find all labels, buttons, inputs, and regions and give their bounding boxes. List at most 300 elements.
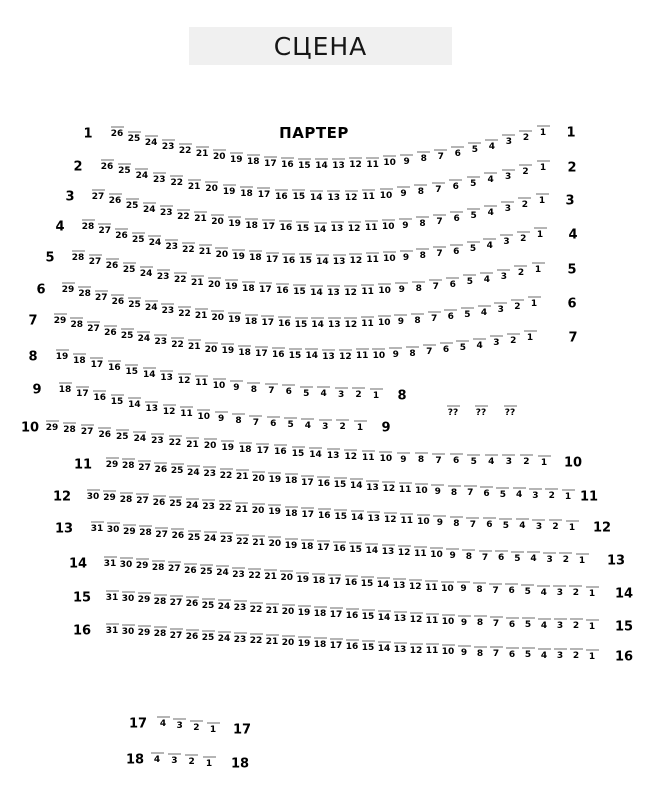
seat[interactable] [193,146,211,160]
seat[interactable] [370,348,388,362]
seat[interactable] [458,307,476,321]
seat[interactable] [499,169,517,183]
seat[interactable] [347,253,365,267]
seat[interactable] [410,281,428,295]
seat[interactable] [345,221,363,235]
seat[interactable] [226,216,244,230]
seat[interactable] [174,209,192,223]
seat[interactable] [175,373,193,387]
seat[interactable] [365,511,383,525]
seat[interactable] [535,455,553,469]
seat[interactable] [573,553,591,567]
seat[interactable] [96,427,114,441]
seat[interactable] [290,189,308,203]
seat[interactable] [348,510,366,524]
seat[interactable] [414,248,432,262]
seat[interactable] [312,158,330,172]
seat[interactable] [187,720,205,734]
seat[interactable] [179,242,197,256]
seat[interactable] [154,716,172,730]
seat[interactable] [393,282,411,296]
seat[interactable] [210,149,228,163]
seat[interactable] [256,282,274,296]
seat[interactable] [482,172,500,186]
seat[interactable] [461,274,479,288]
seat[interactable] [171,718,189,732]
seat[interactable] [101,490,119,504]
seat[interactable] [252,346,270,360]
seat[interactable] [303,348,321,362]
seat[interactable] [222,279,240,293]
seat[interactable] [140,202,158,216]
seat[interactable] [92,290,110,304]
seat[interactable] [204,722,222,736]
seat[interactable] [210,378,228,392]
seat[interactable] [367,388,385,402]
seat[interactable] [320,349,338,363]
seat[interactable] [583,586,601,600]
seat[interactable] [442,309,460,323]
seat[interactable] [330,254,348,268]
seat[interactable] [227,380,245,394]
seat[interactable] [447,453,465,467]
seat[interactable] [84,489,102,503]
seat[interactable] [297,386,315,400]
seat[interactable] [86,254,104,268]
seat[interactable] [148,752,166,766]
seat[interactable] [150,495,168,509]
seat[interactable] [140,367,158,381]
seat[interactable] [397,250,415,264]
seat[interactable] [150,172,168,186]
seat[interactable] [176,306,194,320]
seat[interactable] [146,235,164,249]
seat[interactable] [500,134,518,148]
seat[interactable] [478,272,496,286]
seat[interactable] [513,518,531,532]
seat[interactable] [529,262,547,276]
seat[interactable] [177,406,195,420]
seat[interactable] [185,339,203,353]
seat[interactable] [332,509,350,523]
seat[interactable] [359,316,377,330]
seat[interactable] [387,347,405,361]
seat[interactable] [142,135,160,149]
seat[interactable] [353,348,371,362]
seat[interactable] [272,189,290,203]
seat[interactable] [412,184,430,198]
seat[interactable] [409,313,427,327]
seat[interactable] [521,330,539,344]
seat[interactable] [219,440,237,454]
seat[interactable] [282,506,300,520]
seat[interactable] [243,218,261,232]
seat[interactable] [266,472,284,486]
seat[interactable] [375,315,393,329]
seat[interactable] [299,418,317,432]
seat[interactable] [325,285,343,299]
seat[interactable] [332,387,350,401]
seat[interactable] [447,516,465,530]
seat[interactable] [200,499,218,513]
seat[interactable] [531,227,549,241]
seat[interactable] [431,214,449,228]
seat[interactable] [185,179,203,193]
seat[interactable] [61,422,79,436]
seat[interactable] [517,164,535,178]
seat[interactable] [227,152,245,166]
seat[interactable] [154,269,172,283]
seat[interactable] [125,131,143,145]
seat[interactable] [432,149,450,163]
seat[interactable] [482,454,500,468]
seat[interactable] [447,244,465,258]
seat[interactable] [142,300,160,314]
seat[interactable] [216,500,234,514]
seat[interactable] [70,353,88,367]
seat[interactable] [79,219,97,233]
seat[interactable] [176,143,194,157]
seat[interactable] [494,487,512,501]
seat[interactable] [427,279,445,293]
seat[interactable] [465,454,483,468]
seat[interactable] [530,519,548,533]
seat[interactable] [454,340,472,354]
seat[interactable] [525,296,543,310]
seat[interactable] [475,305,493,319]
seat[interactable] [205,277,223,291]
seat[interactable] [297,253,315,267]
seat[interactable] [289,446,307,460]
seat[interactable] [342,190,360,204]
seat[interactable] [471,338,489,352]
seat[interactable] [364,252,382,266]
seat[interactable] [160,404,178,418]
seat[interactable] [342,317,360,331]
seat[interactable] [325,190,343,204]
seat[interactable] [315,476,333,490]
seat[interactable] [157,205,175,219]
seat[interactable] [359,284,377,298]
seat[interactable] [109,294,127,308]
seat[interactable] [415,151,433,165]
seat[interactable] [377,451,395,465]
seat[interactable] [266,504,284,518]
seat[interactable] [307,447,325,461]
seat[interactable] [73,386,91,400]
seat[interactable] [514,231,532,245]
seat[interactable] [504,333,522,347]
seat[interactable] [334,419,352,433]
seat[interactable] [563,520,581,534]
seat[interactable] [246,250,264,264]
seat[interactable] [201,438,219,452]
seat[interactable] [517,130,535,144]
seat[interactable] [277,220,295,234]
seat[interactable] [292,317,310,331]
seat[interactable] [328,221,346,235]
seat[interactable] [166,435,184,449]
seat[interactable] [112,228,130,242]
seat[interactable] [404,346,422,360]
seat[interactable] [195,409,213,423]
seat[interactable] [168,175,186,189]
seat[interactable] [115,163,133,177]
seat[interactable] [117,492,135,506]
seat[interactable] [249,503,267,517]
seat[interactable] [280,253,298,267]
seat[interactable] [196,244,214,258]
seat[interactable] [464,241,482,255]
seat[interactable] [448,211,466,225]
unknown-seat[interactable] [444,405,462,419]
seat[interactable] [464,176,482,190]
seat[interactable] [143,401,161,415]
seat[interactable] [315,508,333,522]
seat[interactable] [311,222,329,236]
seat[interactable] [437,342,455,356]
seat[interactable] [213,247,231,261]
seat[interactable] [290,284,308,298]
seat[interactable] [236,442,254,456]
seat[interactable] [425,311,443,325]
seat[interactable] [396,218,414,232]
seat[interactable] [264,416,282,430]
seat[interactable] [447,179,465,193]
seat[interactable] [103,258,121,272]
seat[interactable] [131,431,149,445]
seat[interactable] [398,154,416,168]
seat[interactable] [225,312,243,326]
seat[interactable] [262,383,280,397]
seat[interactable] [169,337,187,351]
seat[interactable] [255,187,273,201]
seat[interactable] [413,216,431,230]
seat[interactable] [429,484,447,498]
seat[interactable] [497,518,515,532]
seat[interactable] [360,189,378,203]
seat[interactable] [238,186,256,200]
seat[interactable] [431,515,449,529]
seat[interactable] [113,429,131,443]
seat[interactable] [534,125,552,139]
seat[interactable] [193,375,211,389]
seat[interactable] [230,413,248,427]
seat[interactable] [201,466,219,480]
seat[interactable] [466,142,484,156]
seat[interactable] [394,452,412,466]
seat[interactable] [342,285,360,299]
seat[interactable] [200,756,218,770]
seat[interactable] [152,334,170,348]
seat[interactable] [68,317,86,331]
seat[interactable] [118,328,136,342]
seat[interactable] [59,282,77,296]
seat[interactable] [260,219,278,233]
seat[interactable] [134,493,152,507]
seat[interactable] [444,277,462,291]
seat[interactable] [183,754,201,768]
seat[interactable] [517,454,535,468]
seat[interactable] [392,314,410,328]
seat[interactable] [188,275,206,289]
seat[interactable] [261,156,279,170]
seat[interactable] [129,232,147,246]
seat[interactable] [108,126,126,140]
seat[interactable] [381,512,399,526]
seat[interactable] [133,168,151,182]
seat[interactable] [350,387,368,401]
seat[interactable] [299,507,317,521]
seat[interactable] [69,250,87,264]
seat[interactable] [123,198,141,212]
seat[interactable] [76,286,94,300]
seat[interactable] [325,317,343,331]
seat[interactable] [148,433,166,447]
seat[interactable] [324,448,342,462]
seat[interactable] [56,382,74,396]
seat[interactable] [376,283,394,297]
seat[interactable] [247,415,265,429]
seat[interactable] [481,238,499,252]
seat[interactable] [167,496,185,510]
seat[interactable] [429,182,447,196]
seat[interactable] [269,347,287,361]
seat[interactable] [394,186,412,200]
seat[interactable] [449,146,467,160]
seat[interactable] [282,417,300,431]
seat[interactable] [316,419,334,433]
seat[interactable] [123,364,141,378]
seat[interactable] [96,223,114,237]
seat[interactable] [533,193,551,207]
seat[interactable] [280,384,298,398]
seat[interactable] [583,649,601,663]
seat[interactable] [359,450,377,464]
seat[interactable] [465,208,483,222]
seat[interactable] [244,154,262,168]
seat[interactable] [85,321,103,335]
seat[interactable] [171,272,189,286]
seat[interactable] [51,313,69,327]
seat[interactable] [91,390,109,404]
seat[interactable] [398,513,416,527]
seat[interactable] [495,269,513,283]
seat[interactable] [464,517,482,531]
seat[interactable] [483,139,501,153]
seat[interactable] [209,310,227,324]
seat[interactable] [412,452,430,466]
seat[interactable] [209,214,227,228]
seat[interactable] [351,420,369,434]
seat[interactable] [53,349,71,363]
seat[interactable] [275,316,293,330]
seat[interactable] [480,517,498,531]
seat[interactable] [88,357,106,371]
seat[interactable] [492,302,510,316]
seat[interactable] [137,266,155,280]
seat[interactable] [546,519,564,533]
seat[interactable] [220,184,238,198]
unknown-seat[interactable] [501,405,519,419]
seat[interactable] [203,181,221,195]
seat[interactable] [263,252,281,266]
seat[interactable] [135,331,153,345]
seat[interactable] [192,308,210,322]
seat[interactable] [98,159,116,173]
seat[interactable] [230,249,248,263]
seat[interactable] [159,303,177,317]
seat[interactable] [245,382,263,396]
seat[interactable] [120,262,138,276]
seat[interactable] [362,220,380,234]
seat[interactable] [254,443,272,457]
seat[interactable] [152,462,170,476]
seat[interactable] [273,283,291,297]
seat[interactable] [330,158,348,172]
seat[interactable] [165,753,183,767]
seat[interactable] [242,314,260,328]
seat[interactable] [126,297,144,311]
seat[interactable] [420,344,438,358]
seat[interactable] [286,348,304,362]
seat[interactable] [381,155,399,169]
seat[interactable] [125,397,143,411]
seat[interactable] [309,317,327,331]
seat[interactable] [219,343,237,357]
seat[interactable] [78,424,96,438]
seat[interactable] [414,514,432,528]
seat[interactable] [307,190,325,204]
seat[interactable] [159,139,177,153]
seat[interactable] [101,325,119,339]
seat[interactable] [271,444,289,458]
seat[interactable] [583,619,601,633]
seat[interactable] [379,219,397,233]
seat[interactable] [380,251,398,265]
seat[interactable] [516,197,534,211]
seat[interactable] [89,189,107,203]
seat[interactable] [158,370,176,384]
seat[interactable] [336,349,354,363]
seat[interactable] [559,489,577,503]
seat[interactable] [278,157,296,171]
seat[interactable] [212,411,230,425]
seat[interactable] [43,420,61,434]
seat[interactable] [508,299,526,313]
seat[interactable] [236,345,254,359]
seat[interactable] [347,157,365,171]
seat[interactable] [512,265,530,279]
seat[interactable] [500,454,518,468]
seat[interactable] [105,360,123,374]
seat[interactable] [108,394,126,408]
seat[interactable] [295,158,313,172]
seat[interactable] [342,449,360,463]
unknown-seat[interactable] [472,405,490,419]
seat[interactable] [233,502,251,516]
seat[interactable] [498,234,516,248]
seat[interactable] [534,160,552,174]
seat[interactable] [106,193,124,207]
seat[interactable] [294,221,312,235]
seat[interactable] [487,335,505,349]
seat[interactable] [430,453,448,467]
seat[interactable] [163,239,181,253]
seat[interactable] [377,188,395,202]
seat[interactable] [313,254,331,268]
seat[interactable] [315,386,333,400]
